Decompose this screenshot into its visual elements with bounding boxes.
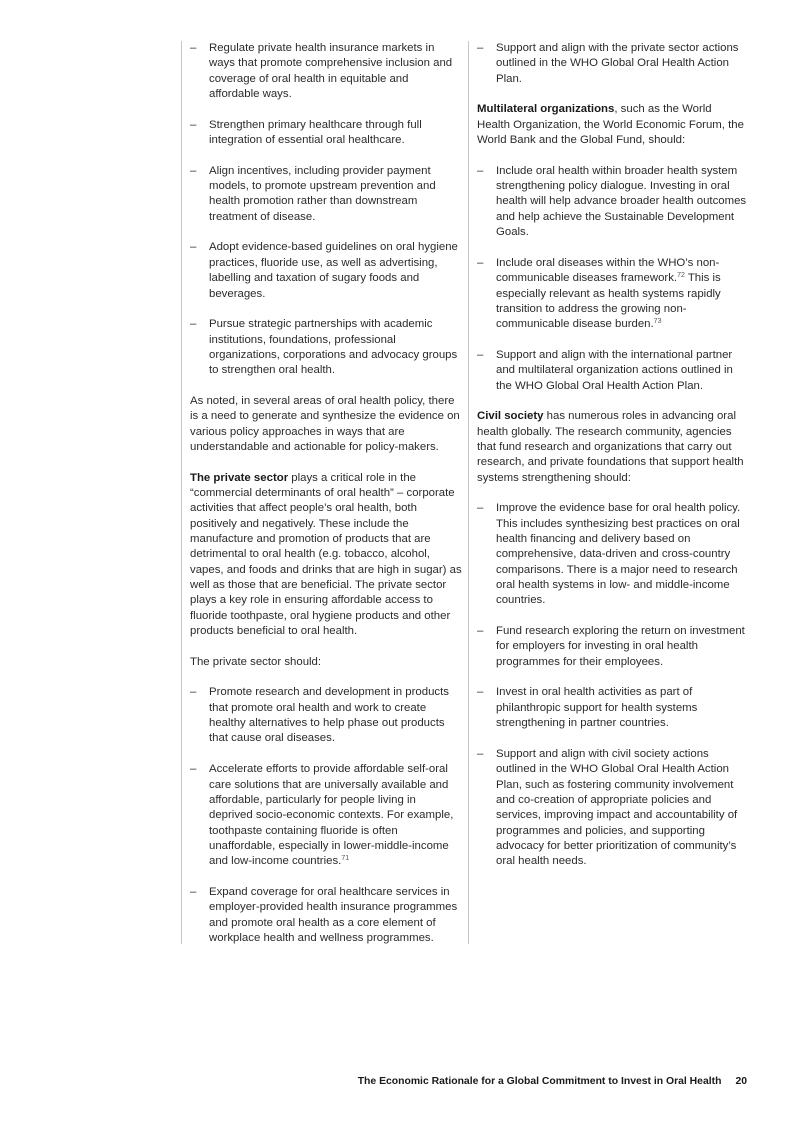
civil-society-text: has numerous roles in advancing oral health globally. The research community, agencies that fund research and organizations that carry out research, and private foundations that support health systems strengthening should: [477,410,744,484]
list-item [477,747,747,870]
list-item-text: This is especially relevant as health systems rapidly transition to address the growing non-communicable disease burden. [496,272,721,331]
list-item-text: Include oral diseases within the WHO’s non-communicable diseases framework. [496,256,720,285]
list-item [190,41,462,102]
list-item-text: Align incentives, including provider payment models, to promote upstream prevention and health promotion rather than downstream treatment of disease. [209,164,436,223]
list-item-text: Expand coverage for oral healthcare services in employer-provided health insurance programmes and promote oral health as a core element of workplace health and wellness programmes. [209,885,458,944]
dash-bullet: – [190,118,197,131]
list-item [477,164,747,241]
civil-society-paragraph [477,409,747,486]
list-item-text: Invest in oral health activities as part of philanthropic support for health systems strengthening in partner countries. [496,686,698,730]
dash-bullet: – [477,164,484,177]
list-item-text: Support and align with the private sector actions outlined in the WHO Global Oral Health Action Plan. [496,42,739,85]
private-sector-should: The private sector should: [190,655,322,668]
list-item [477,41,747,87]
dash-bullet: – [477,502,484,515]
list-item-text: Promote research and development in products that promote oral health and work to create healthy alternatives to help phase out products that cause oral diseases. [209,686,449,745]
right-column [477,41,747,944]
left-column-rule [181,41,182,944]
dash-bullet: – [190,686,197,699]
policy-evidence-paragraph: As noted, in several areas of oral health policy, there is a need to generate and synthesize the evidence on various policy approaches in ways that are understandable and actionable for policy-makers. [190,394,460,453]
dash-bullet: – [190,763,197,776]
private-sector-text: plays a critical role in the “commercial determinants of oral health” – corporate activities that affect people’s oral health, both positively and negatively. These include the manufacture and promotion of products that are detrimental to oral health (e.g. tobacco, alcohol, vapes, and foods and drinks that are high in sugar) as well as those that are beneficial. The private sector plays a key role in ensuring affordable access to fluoride toothpaste, oral hygiene products and other products beneficial to oral health. [190,471,462,638]
dash-bullet: – [190,42,197,54]
page-footer [358,1076,747,1087]
dash-bullet: – [190,241,197,254]
list-item [190,164,462,225]
list-item [477,256,747,333]
list-item [190,118,462,149]
dash-bullet: – [190,164,197,177]
list-item-text: Include oral health within broader health system strengthening policy dialogue. Investing in oral health will help advance broader health outcomes and help achieve the Sustainable Development Goals. [496,164,747,239]
multilateral-text: , such as the World Health Organization, the World Economic Forum, the World Bank and the Global Fund, should: [477,103,744,147]
dash-bullet: – [477,42,484,54]
page-number: 20 [735,1076,747,1087]
list-item [477,685,747,731]
footnote-ref: 73 [653,318,662,326]
list-item-text: Fund research exploring the return on investment for employers for investing in oral health programmes for their employees. [496,625,745,668]
list-item [477,501,747,608]
dash-bullet: – [477,256,484,269]
list-item [190,240,462,301]
list-item-text: Strengthen primary healthcare through full integration of essential oral healthcare. [209,118,422,147]
civil-society-heading: Civil society [477,410,544,423]
list-item-text: Support and align with the international partner and multilateral organization actions outlined in the WHO Global Oral Health Action Plan. [496,348,733,392]
dash-bullet: – [190,885,197,898]
multilateral-list [477,164,747,394]
private-sector-list-continued [477,41,747,87]
private-sector-list [190,685,462,946]
dash-bullet: – [477,348,484,361]
dash-bullet: – [477,625,484,638]
list-item [190,685,462,746]
list-item [190,885,462,946]
dash-bullet: – [477,686,484,699]
left-column [190,41,462,944]
multilateral-heading: Multilateral organizations [477,103,615,116]
dash-bullet: – [477,747,484,760]
footnote-ref: 72 [677,272,685,280]
list-item-text: Regulate private health insurance markets in ways that promote comprehensive inclusion and coverage of oral health in equitable and affordable ways. [209,42,453,101]
private-sector-paragraph [190,471,462,640]
civil-society-list [477,501,747,869]
list-item [190,317,462,378]
policy-makers-list [190,41,462,379]
list-item-text: Pursue strategic partnerships with academic institutions, foundations, professional organizations, corporations and advocacy groups to strengthen oral health. [209,318,458,377]
footer-title: The Economic Rationale for a Global Commitment to Invest in Oral Health [357,1076,722,1087]
list-item [477,348,747,394]
list-item-text: Support and align with civil society actions outlined in the WHO Global Oral Health Action Plan, such as fostering community involvement and co-creation of appropriate policies and services, improving impact and accountability of programmes and policies, and supporting advocacy for better prioritization of community’s oral health needs. [496,747,738,868]
right-column-rule [468,41,469,944]
list-item-text: Improve the evidence base for oral health policy. This includes synthesizing best practices on oral health financing and delivery based on comprehensive, data-driven and cross-country comparisons. There is a major need to research oral health systems in low- and middle-income countries. [496,502,741,607]
private-sector-heading: The private sector [190,471,289,484]
multilateral-paragraph [477,102,747,148]
dash-bullet: – [190,318,197,331]
list-item-text: Accelerate efforts to provide affordable self-oral care solutions that are universally available and affordable, particularly for people living in deprived socio-economic contexts. For example, toothpaste containing fluoride is often unaffordable, especially in lower-middle-income and low-income countries. [209,763,454,868]
list-item [190,762,462,869]
footnote-ref: 71 [341,855,350,863]
list-item [477,624,747,670]
list-item-text: Adopt evidence-based guidelines on oral hygiene practices, fluoride use, as well as advertising, labelling and taxation of sugary foods and beverages. [209,241,458,300]
